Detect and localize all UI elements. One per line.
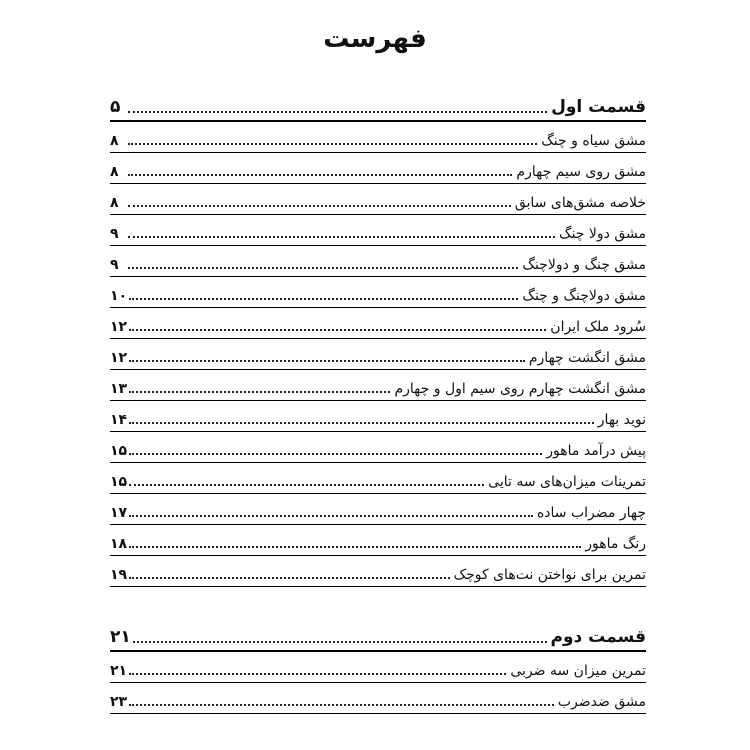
dot-leader: [129, 360, 525, 362]
entry-page-number: ۸: [110, 164, 119, 180]
entry-page-number: ۸: [110, 195, 119, 211]
entry-page-number: ۱۴: [110, 412, 128, 428]
entry-title: چهار مضراب ساده: [536, 505, 646, 521]
toc-entry: [110, 556, 646, 587]
dot-leader: [129, 704, 554, 706]
dot-leader: [133, 641, 547, 643]
entry-title: مشق دولاچنگ و چنگ: [522, 288, 646, 304]
dot-leader: [129, 515, 533, 517]
toc-entry: [110, 184, 646, 215]
section-page-number: ۲۱: [110, 627, 131, 647]
dot-leader: [128, 236, 555, 238]
entry-title: تمرینات میزان‌های سه تایی: [488, 474, 646, 490]
toc-entry: [110, 308, 646, 339]
dot-leader: [129, 391, 390, 393]
entry-page-number: ۱۵: [110, 474, 128, 490]
toc-entry: [110, 652, 646, 683]
toc-entry: [110, 463, 646, 494]
entry-title: تمرین برای نواختن نت‌های کوچک: [453, 567, 646, 583]
entry-title: مشق روی سیم چهارم: [516, 164, 646, 180]
entry-page-number: ۲۱: [110, 663, 128, 679]
section-page-number: ۵: [110, 97, 121, 117]
entry-title: رنگ ماهور: [585, 536, 646, 552]
dot-leader: [128, 111, 547, 113]
entry-page-number: ۱۹: [110, 567, 128, 583]
entry-page-number: ۱۲: [110, 350, 128, 366]
toc-entry: [110, 525, 646, 556]
toc-entry: [110, 122, 646, 153]
entry-title: مشق انگشت چهارم روی سیم اول و چهارم: [394, 381, 646, 397]
entry-page-number: ۱۳: [110, 381, 128, 397]
dot-leader: [128, 143, 537, 145]
section-title: قسمت اول: [551, 97, 646, 117]
toc-section-part-2: [110, 620, 646, 714]
dot-leader: [128, 267, 518, 269]
entry-title: نوید بهار: [597, 412, 646, 428]
dot-leader: [128, 205, 511, 207]
entry-page-number: ۲۳: [110, 694, 128, 710]
entry-page-number: ۱۵: [110, 443, 128, 459]
entry-page-number: ۹: [110, 226, 119, 242]
entry-page-number: ۱۰: [110, 288, 128, 304]
entry-title: مشق چنگ و دولاچنگ: [522, 257, 646, 273]
dot-leader: [129, 484, 484, 486]
section-heading: [110, 620, 646, 652]
section-title: قسمت دوم: [550, 627, 646, 647]
dot-leader: [129, 577, 449, 579]
dot-leader: [128, 174, 512, 176]
toc-entry: [110, 494, 646, 525]
entry-title: مشق ضدضرب: [557, 694, 646, 710]
entry-title: سُرود ملک ایران: [550, 319, 646, 335]
entry-page-number: ۹: [110, 257, 119, 273]
entry-title: مشق سیاه و چنگ: [541, 133, 646, 149]
toc-entry: [110, 683, 646, 714]
toc-entry: [110, 277, 646, 308]
section-heading: [110, 90, 646, 122]
entry-title: پیش درآمد ماهور: [546, 443, 646, 459]
entry-title: مشق دولا چنگ: [559, 226, 646, 242]
toc-entry: [110, 339, 646, 370]
dot-leader: [129, 673, 506, 675]
toc-entry: [110, 401, 646, 432]
toc-entry: [110, 432, 646, 463]
entry-title: تمرین میزان سه ضربی: [510, 663, 646, 679]
toc-entry: [110, 215, 646, 246]
toc-entry: [110, 153, 646, 184]
entry-page-number: ۱۸: [110, 536, 128, 552]
toc-entry: [110, 246, 646, 277]
entry-page-number: ۱۷: [110, 505, 128, 521]
dot-leader: [129, 298, 518, 300]
entry-title: خلاصه مشق‌های سابق: [514, 195, 646, 211]
entry-title: مشق انگشت چهارم: [528, 350, 646, 366]
dot-leader: [129, 422, 594, 424]
entry-page-number: ۱۲: [110, 319, 128, 335]
dot-leader: [129, 546, 581, 548]
entry-page-number: ۸: [110, 133, 119, 149]
toc-entry: [110, 370, 646, 401]
toc-section-part-1: [110, 90, 646, 587]
page-title: فهرست: [323, 24, 427, 54]
dot-leader: [129, 329, 546, 331]
dot-leader: [129, 453, 542, 455]
